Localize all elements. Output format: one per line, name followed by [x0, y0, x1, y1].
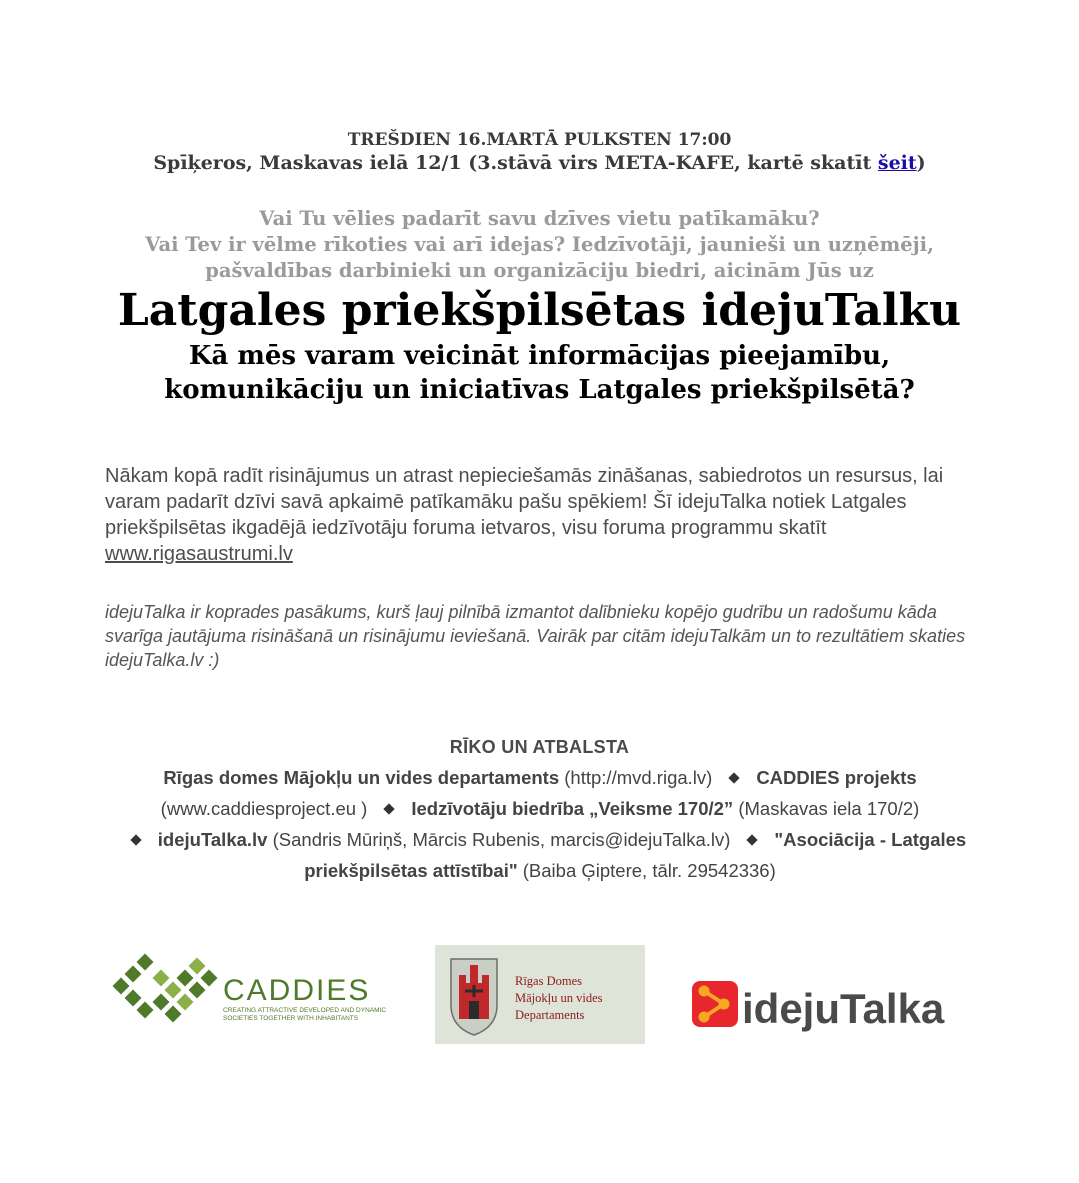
organizer-detail: (Baiba Ģiptere, tālr. 29542336)	[517, 860, 776, 881]
organizer-name: idejuTalka.lv	[157, 829, 268, 850]
forum-link[interactable]: www.rigasaustrumi.lv	[105, 543, 293, 565]
intro-text	[0, 206, 1079, 284]
venue-close: )	[916, 152, 926, 174]
venue-text: Spīķeros, Maskavas ielā 12/1 (3.stāvā virs META-KAFE, kartē skatīt	[153, 152, 878, 174]
riga-logo-line-2: Mājokļu un vides	[515, 991, 603, 1005]
organizer-detail: (Sandris Mūriņš, Mārcis Rubenis, marcis@idejuTalka.lv)	[267, 829, 731, 850]
diamond-bullet-icon	[747, 834, 758, 845]
idejutalka-wordmark: idejuTalka	[742, 985, 945, 1032]
body-text: Nākam kopā radīt risinājumus un atrast nepieciešamās zināšanas, sabiedrotos un resursus, lai varam padarīt dzīvi savā apkaimē patīkamāku pašu spēkiem! Šī idejuTalka notiek Latgales priekšpilsētas ikgadējā iedzīvotāju foruma ietvaros, visu foruma programmu skatīt	[105, 465, 944, 539]
organizer-name: CADDIES projekts	[756, 767, 917, 788]
intro-line-1: Vai Tu vēlies padarīt savu dzīves vietu patīkamāku?	[259, 207, 820, 230]
page-title: Latgales priekšpilsētas idejuTalku	[117, 285, 962, 336]
caddies-tagline-1: CREATING ATTRACTIVE DEVELOPED AND DYNAMIC	[223, 1007, 387, 1014]
organizer-name: Rīgas domes Mājokļu un vides departaments	[163, 767, 560, 788]
organizer-detail: (http://mvd.riga.lv)	[559, 767, 713, 788]
organizer-detail: (Maskavas iela 170/2)	[733, 798, 920, 819]
event-venue	[0, 152, 1079, 174]
riga-logo-line-1: Rīgas Domes	[515, 974, 583, 988]
riga-coat-of-arms-icon	[435, 945, 645, 1044]
caddies-tagline-2: SOCIETIES TOGETHER WITH INHABITANTS	[223, 1015, 359, 1022]
intro-line-3: pašvaldības darbinieki un organizāciju biedri, aicinām Jūs uz	[205, 259, 874, 282]
idejutalka-share-icon	[690, 975, 970, 1035]
organizer-name: "Asociācija - Latgales priekšpilsētas attīstībai"	[304, 829, 967, 881]
page-subtitle	[0, 339, 1079, 407]
riga-domes-logo	[435, 945, 645, 1044]
italic-note: idejuTalka ir koprades pasākums, kurš ļauj pilnībā izmantot dalībnieku kopējo gudrību un radošumu kāda svarīga jautājuma risināšanā un risinājumu ieviešanā. Vairāk par citām idejuTalkām un to rezultātiem skaties idejuTalka.lv :)	[105, 602, 966, 670]
event-date-time: TREŠDIEN 16.MARTĀ PULKSTEN 17:00	[347, 130, 732, 150]
organizer-detail: (www.caddiesproject.eu )	[160, 798, 368, 819]
caddies-wordmark: CADDIES	[223, 974, 371, 1007]
intro-line-2: Vai Tev ir vēlme rīkoties vai arī idejas? Iedzīvotāji, jaunieši un uzņēmēji,	[145, 233, 934, 256]
subtitle-line-2: komunikāciju un iniciatīvas Latgales priekšpilsētā?	[164, 375, 915, 405]
organizers-list	[100, 762, 980, 886]
diamond-bullet-icon	[384, 803, 395, 814]
diamond-bullet-icon	[729, 772, 740, 783]
caddies-mark-icon	[105, 950, 395, 1030]
organizer-name: Iedzīvotāju biedrība „Veiksme 170/2”	[411, 798, 734, 819]
riga-logo-line-3: Departaments	[515, 1008, 585, 1022]
map-link[interactable]: šeit	[877, 152, 917, 174]
body-paragraph	[105, 463, 985, 567]
diamond-bullet-icon	[130, 834, 141, 845]
idejutalka-logo	[690, 975, 970, 1035]
caddies-logo	[105, 950, 395, 1030]
subtitle-line-1: Kā mēs varam veicināt informācijas pieejamību,	[188, 341, 891, 371]
organizers-heading: RĪKO UN ATBALSTA	[449, 737, 630, 757]
